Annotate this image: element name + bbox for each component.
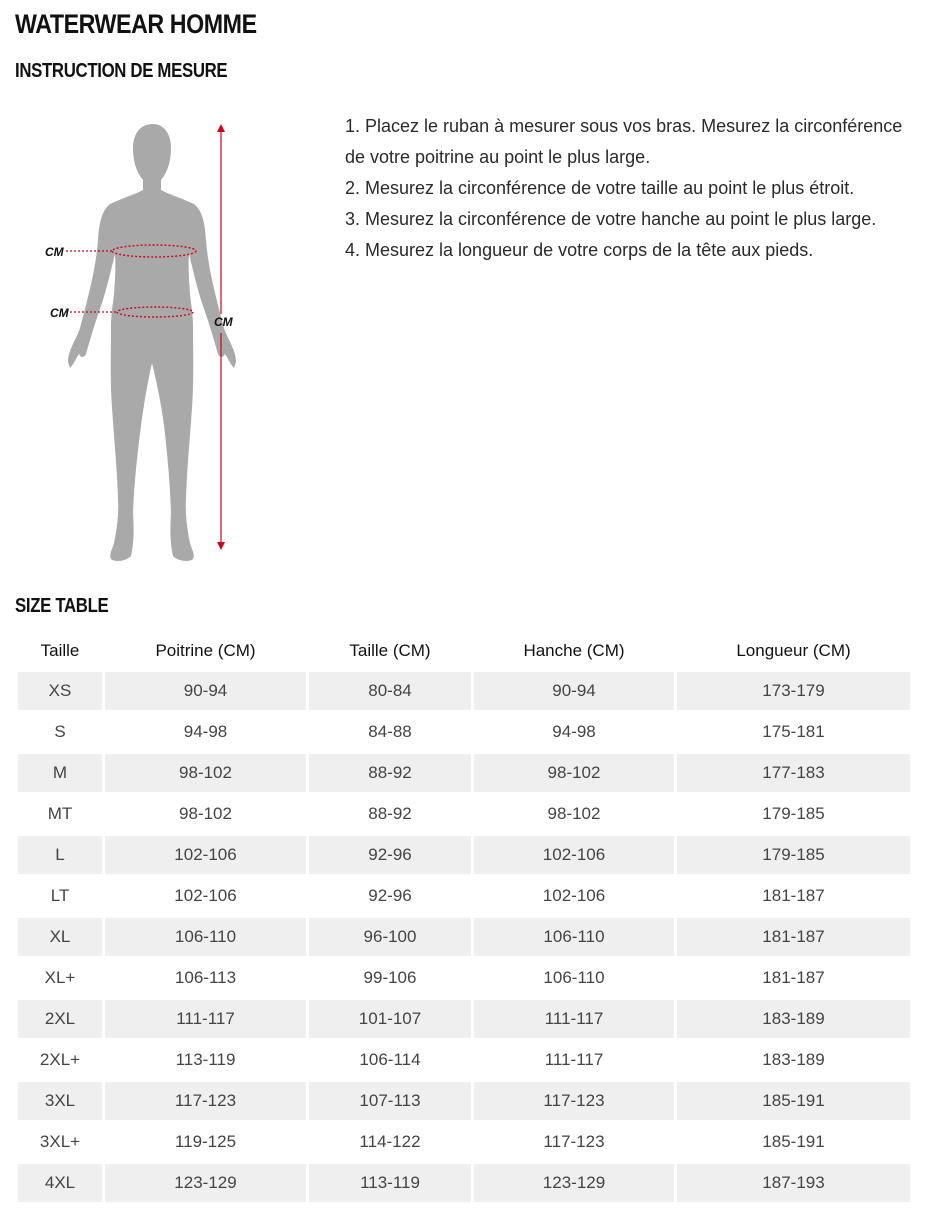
instruction-waist: 2. Mesurez la circonférence de votre taille au point le plus étroit.: [345, 178, 855, 198]
chest-cell: 102-106: [174, 886, 237, 905]
size-cell: 2XL+: [39, 1050, 81, 1069]
measurement-instruction-heading: INSTRUCTION DE MESURE: [15, 60, 228, 82]
waist-cell: 92-96: [368, 886, 412, 905]
table-row: [18, 1082, 910, 1120]
hip-cell: 111-117: [474, 1000, 674, 1038]
height-cm-label: CM: [214, 315, 233, 329]
chest-cell: 94-98: [183, 722, 228, 741]
length-cell: 181-187: [677, 918, 910, 956]
waist-cell: 80-84: [309, 672, 471, 710]
table-header-row: [18, 633, 910, 669]
chest-cell: 119-125: [174, 1132, 237, 1151]
instruction-length: 4. Mesurez la longueur de votre corps de la tête aux pieds.: [345, 240, 814, 260]
size-cell: S: [54, 722, 66, 741]
length-cell: 183-189: [677, 1000, 910, 1038]
hip-cell: 106-110: [474, 918, 674, 956]
column-header-size: Taille: [40, 641, 80, 660]
size-cell: XL+: [44, 968, 76, 987]
arrow-down-icon: [217, 542, 225, 550]
table-row: [18, 754, 910, 792]
table-row: [18, 1000, 910, 1038]
column-header-length: Longueur (CM): [736, 641, 851, 660]
size-cell: 2XL: [18, 1000, 102, 1038]
waist-cell: 113-119: [309, 1164, 471, 1202]
waist-cell: 114-122: [359, 1132, 421, 1151]
chest-cell: 111-117: [105, 1000, 306, 1038]
chest-cell: 98-102: [179, 804, 232, 823]
length-cell: 181-187: [762, 886, 825, 905]
table-row: [18, 713, 910, 751]
hip-cell: 102-106: [542, 886, 606, 905]
table-row: [18, 1041, 910, 1079]
waist-cell: 107-113: [309, 1082, 471, 1120]
chest-cm-label: CM: [45, 245, 64, 259]
hip-cell: 98-102: [474, 754, 674, 792]
size-cell: LT: [50, 886, 70, 905]
size-table-heading: SIZE TABLE: [15, 595, 109, 617]
table-row: [18, 672, 910, 710]
length-cell: 173-179: [677, 672, 910, 710]
length-cell: 183-189: [762, 1050, 825, 1069]
waist-cell: 106-114: [359, 1050, 421, 1069]
column-header-waist: Taille (CM): [349, 641, 431, 660]
hip-cell: 106-110: [543, 968, 605, 987]
size-cell: L: [18, 836, 102, 874]
hip-cell: 117-123: [543, 1132, 605, 1151]
table-row: [18, 1123, 910, 1161]
chest-cell: 98-102: [105, 754, 306, 792]
waist-cell: 84-88: [368, 722, 412, 741]
hip-cell: 117-123: [474, 1082, 674, 1120]
chest-cell: 113-119: [175, 1050, 236, 1069]
hip-cell: 94-98: [552, 722, 596, 741]
page-title: WATERWEAR HOMME: [15, 9, 257, 39]
size-cell: MT: [47, 804, 73, 823]
length-cell: 181-187: [762, 968, 825, 987]
waist-cm-label: CM: [50, 306, 69, 320]
hip-cell: 90-94: [474, 672, 674, 710]
size-cell: 4XL: [18, 1164, 102, 1202]
table-row: [18, 836, 910, 874]
waist-cell: 88-92: [368, 804, 412, 823]
length-cell: 177-183: [677, 754, 910, 792]
table-row: [18, 918, 910, 956]
arrow-up-icon: [217, 124, 225, 132]
length-cell: 187-193: [677, 1164, 910, 1202]
chest-cell: 102-106: [105, 836, 306, 874]
hip-cell: 111-117: [544, 1050, 604, 1069]
length-cell: 185-191: [677, 1082, 910, 1120]
waist-cell: 96-100: [309, 918, 471, 956]
table-row: [18, 959, 910, 997]
measurement-instructions: [345, 111, 915, 266]
waist-cell: 101-107: [309, 1000, 471, 1038]
chest-cell: 123-129: [105, 1164, 306, 1202]
length-cell: 185-191: [762, 1132, 825, 1151]
column-header-hip: Hanche (CM): [523, 641, 625, 660]
hip-cell: 98-102: [547, 804, 601, 823]
chest-cell: 106-110: [105, 918, 306, 956]
size-cell: M: [18, 754, 102, 792]
hip-cell: 102-106: [474, 836, 674, 874]
size-table: [15, 630, 913, 1205]
chest-cell: 117-123: [105, 1082, 306, 1120]
table-row: [18, 877, 910, 915]
instruction-chest: 1. Placez le ruban à mesurer sous vos bras. Mesurez la circonférence de votre poitrine au point le plus large.: [345, 116, 903, 167]
instruction-hip: 3. Mesurez la circonférence de votre hanche au point le plus large.: [345, 209, 877, 229]
hip-cell: 123-129: [474, 1164, 674, 1202]
length-cell: 179-185: [677, 836, 910, 874]
column-header-chest: Poitrine (CM): [155, 641, 256, 660]
length-cell: 179-185: [762, 804, 825, 823]
size-cell: XL: [18, 918, 102, 956]
table-row: [18, 795, 910, 833]
size-cell: 3XL: [18, 1082, 102, 1120]
body-silhouette: [68, 124, 236, 561]
size-cell: 3XL+: [39, 1132, 81, 1151]
waist-cell: 99-106: [363, 968, 417, 987]
table-row: [18, 1164, 910, 1202]
chest-cell: 90-94: [105, 672, 306, 710]
body-measurement-figure: [30, 118, 280, 573]
waist-cell: 92-96: [309, 836, 471, 874]
chest-cell: 106-113: [174, 968, 237, 987]
body-silhouette-illustration: [30, 118, 280, 573]
length-cell: 175-181: [762, 722, 825, 741]
silhouette-shape: [68, 124, 236, 561]
size-cell: XS: [18, 672, 102, 710]
waist-cell: 88-92: [309, 754, 471, 792]
